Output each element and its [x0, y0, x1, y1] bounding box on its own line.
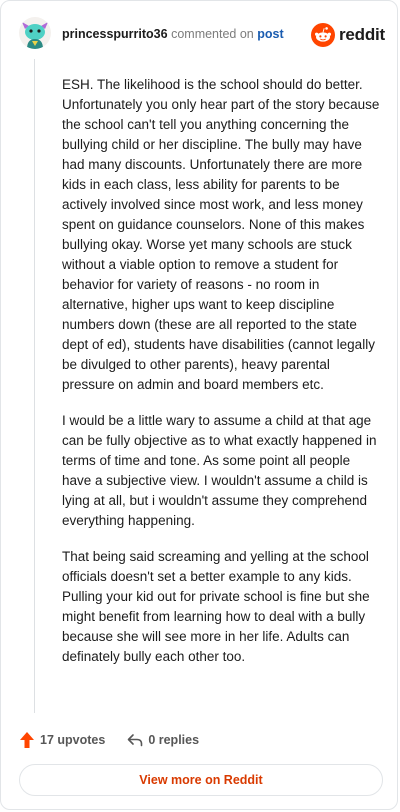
username-link[interactable]: princesspurrito36 [62, 27, 168, 41]
comment-footer [19, 729, 221, 751]
action-text: commented on [171, 27, 254, 41]
comment-body [62, 75, 380, 683]
reddit-snoo-icon [311, 23, 335, 47]
snoo-avatar-icon[interactable] [19, 17, 51, 49]
reply-count: 0 replies [148, 733, 200, 747]
reddit-logo[interactable] [311, 22, 385, 48]
comment-paragraph: That being said screaming and yelling at the school officials doesn't set a better example to any kids. Pulling your kid out for private school is fine but she might benefit from learning how to deal with a bully because she will see more in her life. Adults can definately bully each other too. [62, 549, 370, 664]
comment-paragraph: I would be a little wary to assume a child at that age can be fully objective as to what exactly happened in terms of time and tone. As some point all people have a subjective view. I wouldn't assume a child is lying at all, but i wouldn't assume they comprehend everything happening. [62, 413, 377, 528]
reply-arrow-icon [127, 732, 143, 748]
view-more-button[interactable]: View more on Reddit [19, 764, 383, 796]
comment-header [19, 17, 385, 53]
upvote-count: 17 upvotes [40, 733, 106, 747]
post-link[interactable]: post [257, 27, 284, 41]
upvote-arrow-icon [19, 731, 35, 749]
comment-meta [62, 26, 284, 42]
reply-button[interactable] [127, 732, 199, 748]
comment-paragraph: ESH. The likelihood is the school should do better. Unfortunately you only hear part of the story because the school can't tell you anything concerning the bullying child or her discipline. The bully may have had many discounts. Unfortunately there are more kids in each class, less ability for parents to be actively involved since most work, and less money spent on guidance counselors. None of this makes bullying okay. Worse yet many schools are stuck without a viable option to remove a student for behavior for variety of reasons - no room in alternative, higher ups want to keep discipline numbers down (these are all reported to the state dept of ed), students have disabilities (cannot legally be divulged to other parents), heavy parental pressure on admin and board members etc. [62, 77, 380, 392]
thread-line [34, 59, 35, 713]
upvote-button[interactable] [19, 731, 105, 749]
reddit-wordmark: reddit [338, 25, 385, 44]
